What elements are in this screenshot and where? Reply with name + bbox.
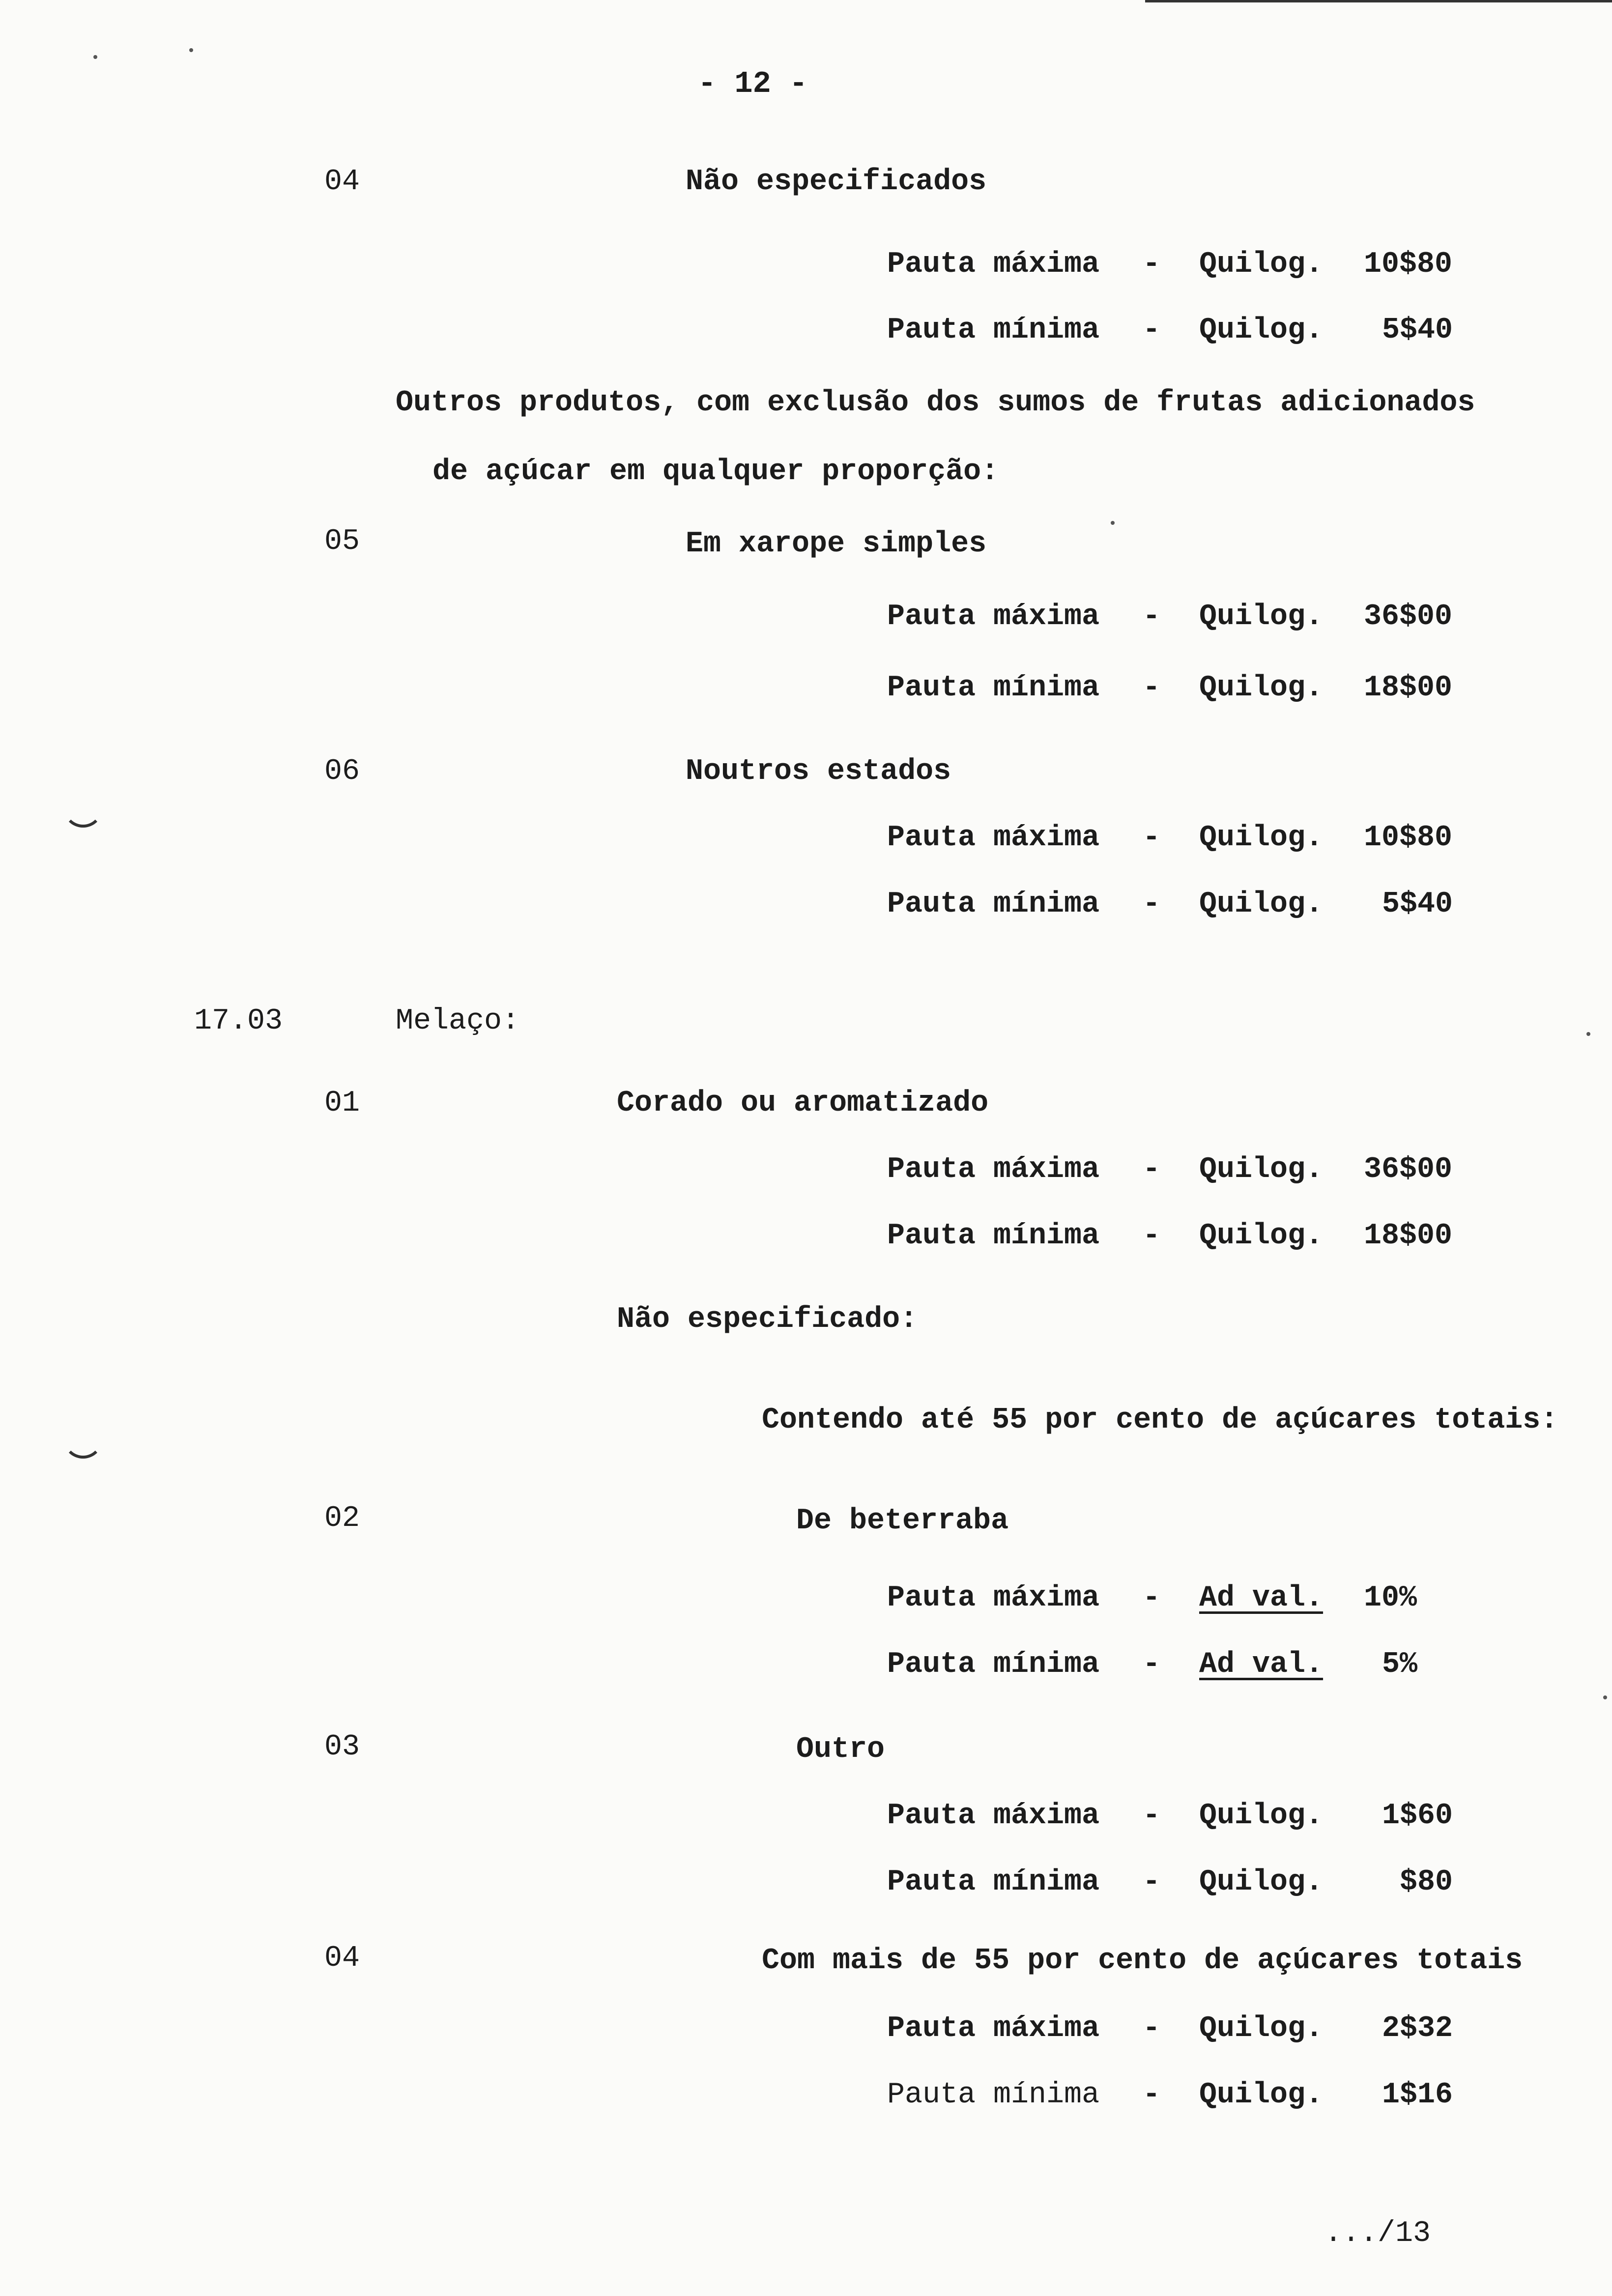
scan-speck xyxy=(1586,1032,1590,1036)
rate-label: Pauta mínima xyxy=(887,1219,1100,1253)
rate-value: 18$00 xyxy=(1364,671,1453,705)
rate-unit: Quilog. xyxy=(1199,1799,1324,1833)
punch-hole-mark-top xyxy=(63,787,103,828)
scan-speck xyxy=(93,55,97,59)
rate-value: 10$80 xyxy=(1364,821,1453,855)
rate-value: 10% xyxy=(1364,1581,1417,1615)
item-code: 04 xyxy=(324,165,360,199)
paragraph-text: de açúcar em qualquer proporção: xyxy=(432,455,999,488)
item-description: Em xarope simples xyxy=(686,527,987,561)
rate-value: 1$16 xyxy=(1382,2078,1453,2112)
rate-dash: - xyxy=(1143,1648,1161,1681)
paragraph-text: Outros produtos, com exclusão dos sumos de frutas adicionados xyxy=(396,386,1475,420)
item-code: 05 xyxy=(324,525,360,558)
rate-label: Pauta máxima xyxy=(887,248,1100,281)
scan-speck xyxy=(189,48,193,52)
item-description: De beterraba xyxy=(796,1504,1009,1538)
top-rule xyxy=(1145,0,1612,2)
rate-dash: - xyxy=(1143,1866,1161,1899)
scan-speck xyxy=(1603,1695,1607,1699)
rate-dash: - xyxy=(1143,671,1161,705)
rate-dash: - xyxy=(1143,2012,1161,2045)
rate-unit: Quilog. xyxy=(1199,314,1324,347)
rate-dash: - xyxy=(1143,888,1161,921)
rate-unit: Quilog. xyxy=(1199,2078,1324,2112)
rate-label: Pauta mínima xyxy=(887,1648,1100,1681)
page-number: - 12 - xyxy=(698,66,808,101)
rate-label: Pauta mínima xyxy=(887,314,1100,347)
rate-unit: Quilog. xyxy=(1199,821,1324,855)
rate-dash: - xyxy=(1143,2078,1161,2112)
rate-unit: Quilog. xyxy=(1199,1866,1324,1899)
rate-dash: - xyxy=(1143,314,1161,347)
rate-label: Pauta máxima xyxy=(887,600,1100,633)
item-description: Corado ou aromatizado xyxy=(617,1087,989,1120)
rate-unit: Quilog. xyxy=(1199,888,1324,921)
rate-value: 1$60 xyxy=(1382,1799,1453,1833)
item-code: 06 xyxy=(324,755,360,788)
rate-label: Pauta máxima xyxy=(887,2012,1100,2045)
rate-label: Pauta mínima xyxy=(887,888,1100,921)
punch-hole-mark-bottom xyxy=(63,1418,103,1459)
rate-unit: Quilog. xyxy=(1199,671,1324,705)
item-code: 01 xyxy=(324,1087,360,1120)
rate-dash: - xyxy=(1143,1153,1161,1186)
item-code: 03 xyxy=(324,1730,360,1764)
rate-dash: - xyxy=(1143,248,1161,281)
continuation-marker: .../13 xyxy=(1324,2217,1431,2250)
rate-label: Pauta mínima xyxy=(887,2078,1100,2112)
rate-value: 2$32 xyxy=(1382,2012,1453,2045)
rate-unit: Quilog. xyxy=(1199,2012,1324,2045)
rate-value: 5$40 xyxy=(1382,314,1453,347)
item-description: Noutros estados xyxy=(686,755,951,788)
subheading-text: Contendo até 55 por cento de açúcares totais: xyxy=(762,1404,1558,1437)
rate-value: 18$00 xyxy=(1364,1219,1453,1253)
rate-unit: Quilog. xyxy=(1199,248,1324,281)
item-description: Não especificados xyxy=(686,165,987,199)
heading-code: 17.03 xyxy=(194,1004,283,1038)
rate-dash: - xyxy=(1143,1219,1161,1253)
rate-value: $80 xyxy=(1400,1866,1453,1899)
rate-value: 5$40 xyxy=(1382,888,1453,921)
rate-label: Pauta máxima xyxy=(887,1581,1100,1615)
rate-unit: Quilog. xyxy=(1199,600,1324,633)
item-code: 02 xyxy=(324,1502,360,1535)
rate-dash: - xyxy=(1143,1581,1161,1615)
rate-dash: - xyxy=(1143,1799,1161,1833)
rate-unit: Ad val. xyxy=(1199,1648,1324,1681)
rate-unit: Quilog. xyxy=(1199,1219,1324,1253)
rate-dash: - xyxy=(1143,600,1161,633)
rate-value: 5% xyxy=(1382,1648,1418,1681)
rate-dash: - xyxy=(1143,821,1161,855)
item-description: Outro xyxy=(796,1733,885,1766)
rate-value: 10$80 xyxy=(1364,248,1453,281)
rate-unit: Quilog. xyxy=(1199,1153,1324,1186)
item-description: Com mais de 55 por cento de açúcares totais xyxy=(762,1944,1523,1978)
rate-label: Pauta mínima xyxy=(887,671,1100,705)
rate-value: 36$00 xyxy=(1364,600,1453,633)
item-code: 04 xyxy=(324,1942,360,1975)
rate-label: Pauta máxima xyxy=(887,1799,1100,1833)
rate-label: Pauta mínima xyxy=(887,1866,1100,1899)
rate-unit: Ad val. xyxy=(1199,1581,1324,1615)
heading-title: Melaço: xyxy=(396,1004,520,1038)
subheading-text: Não especificado: xyxy=(617,1303,918,1336)
rate-value: 36$00 xyxy=(1364,1153,1453,1186)
rate-label: Pauta máxima xyxy=(887,1153,1100,1186)
scan-speck xyxy=(1111,521,1115,525)
rate-label: Pauta máxima xyxy=(887,821,1100,855)
